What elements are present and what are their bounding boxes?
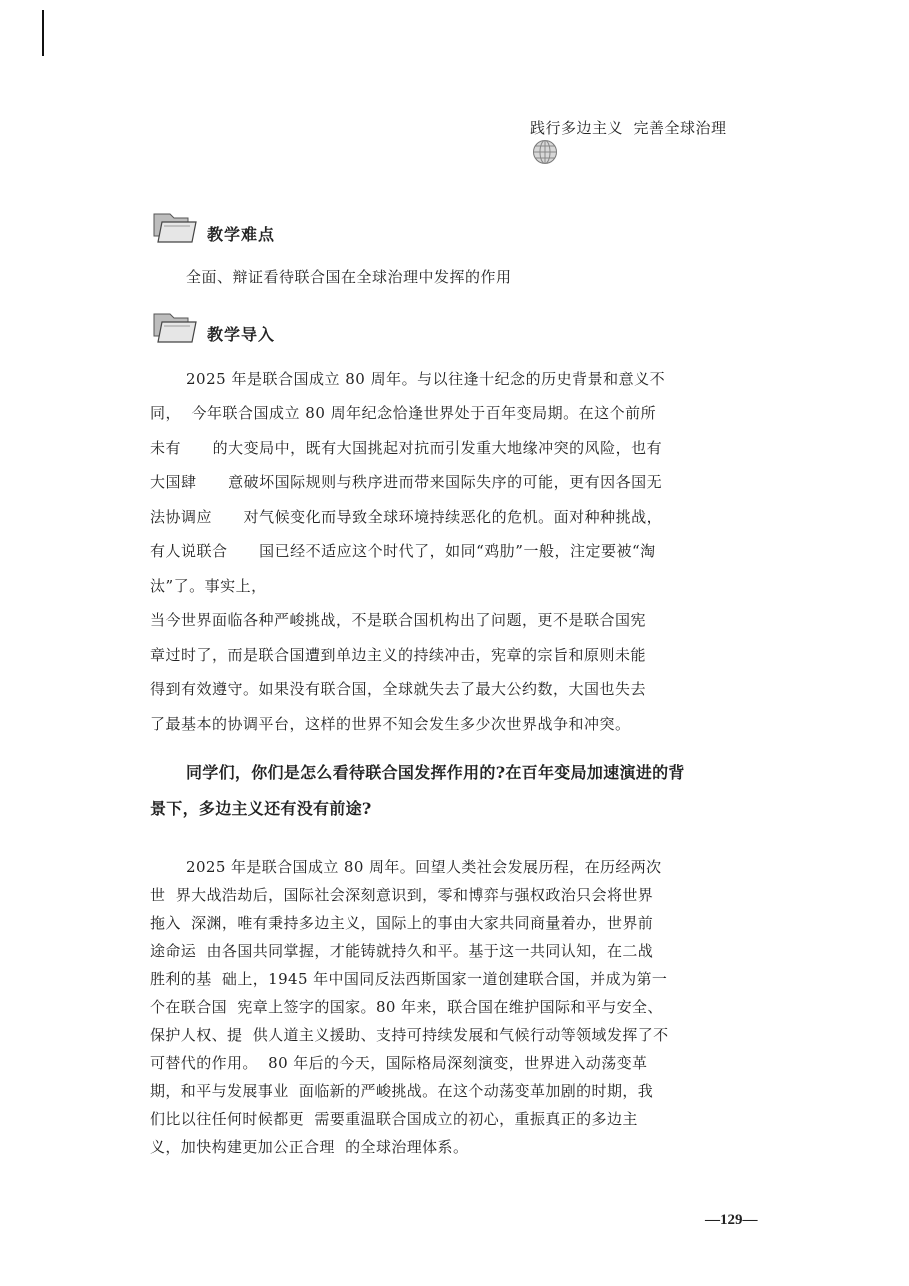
paragraph-line: 法协调应 对气候变化而导致全球环境持续恶化的危机。面对种种挑战， — [150, 508, 663, 526]
paragraph-line: 可替代的作用。 80 年后的今天，国际格局深刻演变，世界进入动荡变革 — [150, 1054, 648, 1072]
paragraph-line: 章过时了，而是联合国遭到单边主义的持续冲击，宪章的宗旨和原则未能 — [150, 646, 647, 664]
page-number: —129— — [705, 1212, 758, 1228]
question-line: 同学们，你们是怎么看待联合国发挥作用的?在百年变局加速演进的背 — [186, 763, 685, 782]
paragraph-line: 2025 年是联合国成立 80 周年。与以往逢十纪念的历史背景和意义不 — [186, 370, 666, 388]
paragraph-line: 同， 今年联合国成立 80 周年纪念恰逢世界处于百年变局期。在这个前所 — [150, 404, 657, 422]
difficulty-body: 全面、辩证看待联合国在全球治理中发挥的作用 — [186, 268, 512, 286]
paragraph-line: 世 界大战浩劫后，国际社会深刻意识到，零和博弈与强权政治只会将世界 — [150, 886, 654, 904]
section-heading-label: 教学难点 — [207, 225, 276, 244]
folder-icon — [150, 210, 198, 244]
globe-icon — [532, 139, 558, 165]
paragraph-line: 未有 的大变局中，既有大国挑起对抗而引发重大地缘冲突的风险，也有 — [150, 439, 663, 457]
paragraph-line: 了最基本的协调平台，这样的世界不知会发生多少次世界战争和冲突。 — [150, 715, 631, 733]
paragraph-line: 保护人权、提 供人道主义援助、支持可持续发展和气候行动等领域发挥了不 — [150, 1026, 669, 1044]
paragraph-line: 2025 年是联合国成立 80 周年。回望人类社会发展历程，在历经两次 — [186, 858, 662, 876]
paragraph-line: 期，和平与发展事业 面临新的严峻挑战。在这个动荡变革加剧的时期，我 — [150, 1082, 654, 1100]
paragraph-line: 大国肆 意破坏国际规则与秩序进而带来国际失序的可能，更有因各国无 — [150, 473, 663, 491]
paragraph-line: 当今世界面临各种严峻挑战，不是联合国机构出了问题，更不是联合国宪 — [150, 611, 647, 629]
paragraph-line: 有人说联合 国已经不适应这个时代了，如同“鸡肋”一般，注定要被“淘 — [150, 542, 656, 560]
question-line: 景下，多边主义还有没有前途? — [150, 799, 372, 818]
paragraph-line: 个在联合国 宪章上签字的国家。80 年来，联合国在维护国际和平与安全、 — [150, 998, 663, 1016]
paragraph-line: 胜利的基 础上，1945 年中国同反法西斯国家一道创建联合国，并成为第一 — [150, 970, 668, 988]
paragraph-line: 得到有效遵守。如果没有联合国，全球就失去了最大公约数，大国也失去 — [150, 680, 647, 698]
paragraph-line: 们比以往任何时候都更 需要重温联合国成立的初心，重振真正的多边主 — [150, 1110, 638, 1128]
paragraph-line: 拖入 深渊，唯有秉持多边主义，国际上的事由大家共同商量着办，世界前 — [150, 914, 654, 932]
crop-mark — [42, 10, 44, 56]
folder-icon — [150, 310, 198, 344]
paragraph-line: 途命运 由各国共同掌握，才能铸就持久和平。基于这一共同认知，在二战 — [150, 942, 654, 960]
paragraph-line: 汰”了。事实上， — [150, 577, 267, 595]
paragraph-line: 义，加快构建更加公正合理 的全球治理体系。 — [150, 1138, 469, 1156]
section-heading-label: 教学导入 — [207, 325, 276, 344]
running-header-title: 践行多边主义 完善全球治理 — [530, 119, 727, 137]
